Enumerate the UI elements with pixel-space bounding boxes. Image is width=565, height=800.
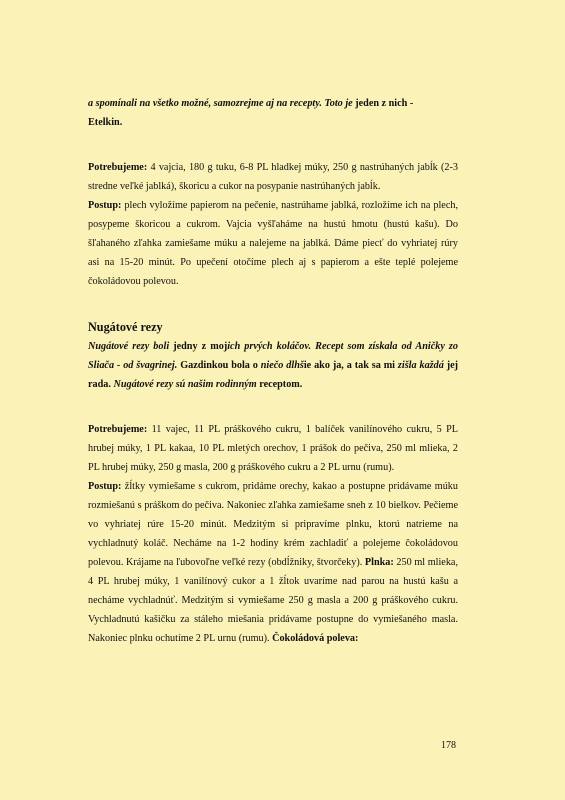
intro-text-end: Etelkin. <box>88 117 123 128</box>
method-label: Postup: <box>88 200 122 211</box>
recipe1-method <box>88 196 458 291</box>
method-text: plech vyložíme papierom na pečenie, nastrúhame jablká, rozložíme ich na plech, posypeme škoricou a cukrom. Vajcia vyšľaháme na hustú hmotu (hustú kašu). Do šľahaného zľahka zamiešame múku a nalejeme na jablká. Dáme piecť do vyhriatej rúry asi na 15-20 minút. Po upečení otočíme plech aj s papierom a ešte teplé polejeme čokoládovou polevou. <box>88 200 458 287</box>
recipe2-method <box>88 477 458 648</box>
recipe2-intro: Nugátové rezy boli jedny z mojich prvých koláčov. Recept som získala od Aničky zo Sliača - od švagrinej. Gazdinkou bola o niečo dlhšie ako ja, a tak sa mi zišla každá jej rada. Nugátové rezy sú našim rodinným receptom. <box>88 341 459 390</box>
glaze-label: Čokoládová poleva: <box>272 633 359 644</box>
filling-label: Plnka: <box>364 557 394 568</box>
ingredients-label: Potrebujeme: <box>88 162 148 173</box>
recipe2-ingredients <box>88 420 458 477</box>
recipe-title: Nugátové rezy <box>88 320 163 334</box>
intro-text-italic: a spomínali na všetko možné, samozrejme aj na recepty. Toto je <box>88 98 353 109</box>
page-content <box>88 94 458 648</box>
filling-text: 250 ml mlieka, 4 PL hrubej múky, 1 vanilínový cukor a 1 žĺtok uvaríme nad parou na hustú kašu a necháme vychladnúť. Medzitým si vymiešame 250 g masla a 200 g práškového cukru. Vychladnutú kašičku za stáleho miešania pridávame postupne do vymiešaného masla. Nakoniec plnku ochutíme 2 PL urnu (rumu). <box>88 557 458 644</box>
method-text: žĺtky vymiešame s cukrom, pridáme orechy, kakao a postupne pridávame múku rozmiešanú s práškom do pečiva. Nakoniec zľahka zamiešame sneh z 10 bielkov. Pečieme vo vyhriatej rúre 15-20 minút. Medzitým si pripravíme plnku, ktorú natrieme na vychladnutý koláč. Necháme na 1-2 hodiny krém zachladiť a polejeme čokoládovou polevou. Krájame na ľubovoľne veľké rezy (obdĺžniky, štvorčeky). <box>88 481 458 568</box>
intro-text-bold: jeden z nich - <box>352 98 414 109</box>
intro-paragraph <box>88 94 458 132</box>
ingredients-text: 11 vajec, 11 PL práškového cukru, 1 balíček vanilínového cukru, 5 PL hrubej múky, 1 PL kakaa, 10 PL mletých orechov, 1 prášok do pečiva, 250 ml mlieka, 2 PL hrubej múky, 250 g masla, 200 g práškového cukru a 2 PL urnu (rumu). <box>88 424 458 473</box>
recipe1-ingredients <box>88 158 458 196</box>
ingredients-label: Potrebujeme: <box>88 424 148 435</box>
ingredients-text: 4 vajcia, 180 g tuku, 6-8 PL hladkej múky, 250 g nastrúhaných jabĺk (2-3 stredne veľké jablká), škoricu a cukor na posypanie nastrúhaných jabĺk. <box>88 162 458 192</box>
page-number: 178 <box>441 740 456 751</box>
method-label: Postup: <box>88 481 122 492</box>
